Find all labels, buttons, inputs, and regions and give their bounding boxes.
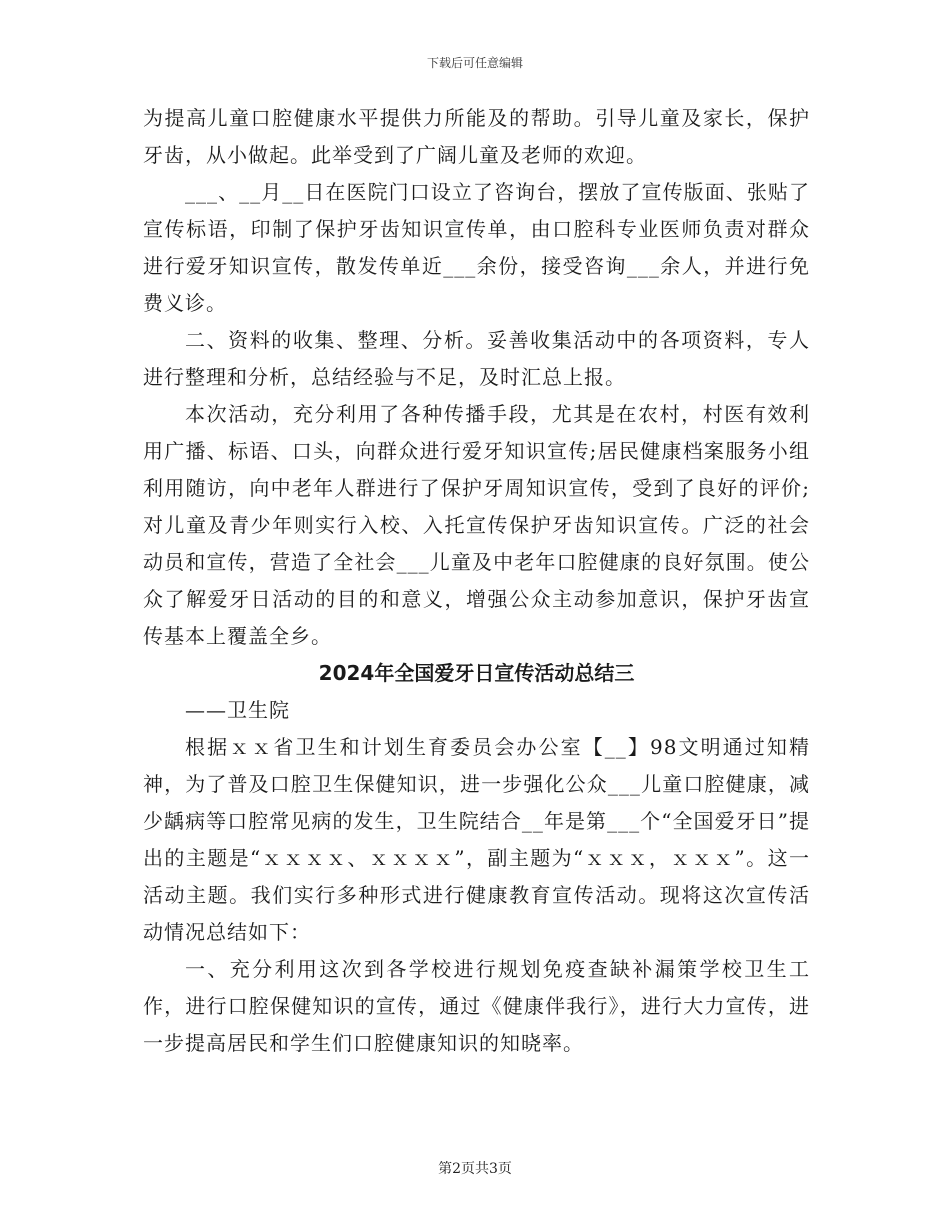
paragraph: 本次活动，充分利用了各种传播手段，尤其是在农村，村医有效利用广播、标语、口头，向群众进行爱牙知识宣传;居民健康档案服务小组利用随访，向中老年人群进行了保护牙周知识宣传，受到了良好的评价;对儿童及青少年则实行入校、入托宣传保护牙齿知识宣传。广泛的社会动员和宣传，营造了全社会___儿童及中老年口腔健康的良好氛围。使公众了解爱牙日活动的目的和意义，增强公众主动参加意识，保护牙齿宣传基本上覆盖全乡。: [143, 402, 810, 648]
paragraph: 为提高儿童口腔健康水平提供力所能及的帮助。引导儿童及家长，保护牙齿，从小做起。此举受到了广阔儿童及老师的欢迎。: [143, 106, 810, 167]
paragraph: 一、充分利用这次到各学校进行规划免疫查缺补漏策学校卫生工作，进行口腔保健知识的宣传，通过《健康伴我行》，进行大力宣传，进一步提高居民和学生们口腔健康知识的知晓率。: [143, 957, 810, 1055]
paragraph: 根据ｘｘ省卫生和计划生育委员会办公室【__】98文明通过知精神，为了普及口腔卫生保健知识，进一步强化公众___儿童口腔健康，减少龋病等口腔常见病的发生，卫生院结合__年是第___个“全国爱牙日”提出的主题是“ｘｘｘｘ、ｘｘｘｘ”，副主题为“ｘｘｘ，ｘｘｘ”。这一活动主题。我们实行多种形式进行健康教育宣传活动。现将这次宣传活动情况总结如下：: [143, 735, 810, 944]
page-footer: 第2页共3页: [438, 1161, 512, 1177]
author-line: ——卫生院: [185, 698, 290, 722]
document-body: [143, 100, 810, 1062]
section-title: 2024年全国爱牙日宣传活动总结三: [318, 661, 635, 685]
paragraph: ___、__月__日在医院门口设立了咨询台，摆放了宣传版面、张贴了宣传标语，印制了保护牙齿知识宣传单，由口腔科专业医师负责对群众进行爱牙知识宣传，散发传单近___余份，接受咨询___余人，并进行免费义诊。: [143, 180, 810, 315]
paragraph: 二、资料的收集、整理、分析。妥善收集活动中的各项资料，专人进行整理和分析，总结经验与不足，及时汇总上报。: [143, 328, 810, 389]
page-header: 下载后可任意编辑: [426, 56, 523, 70]
